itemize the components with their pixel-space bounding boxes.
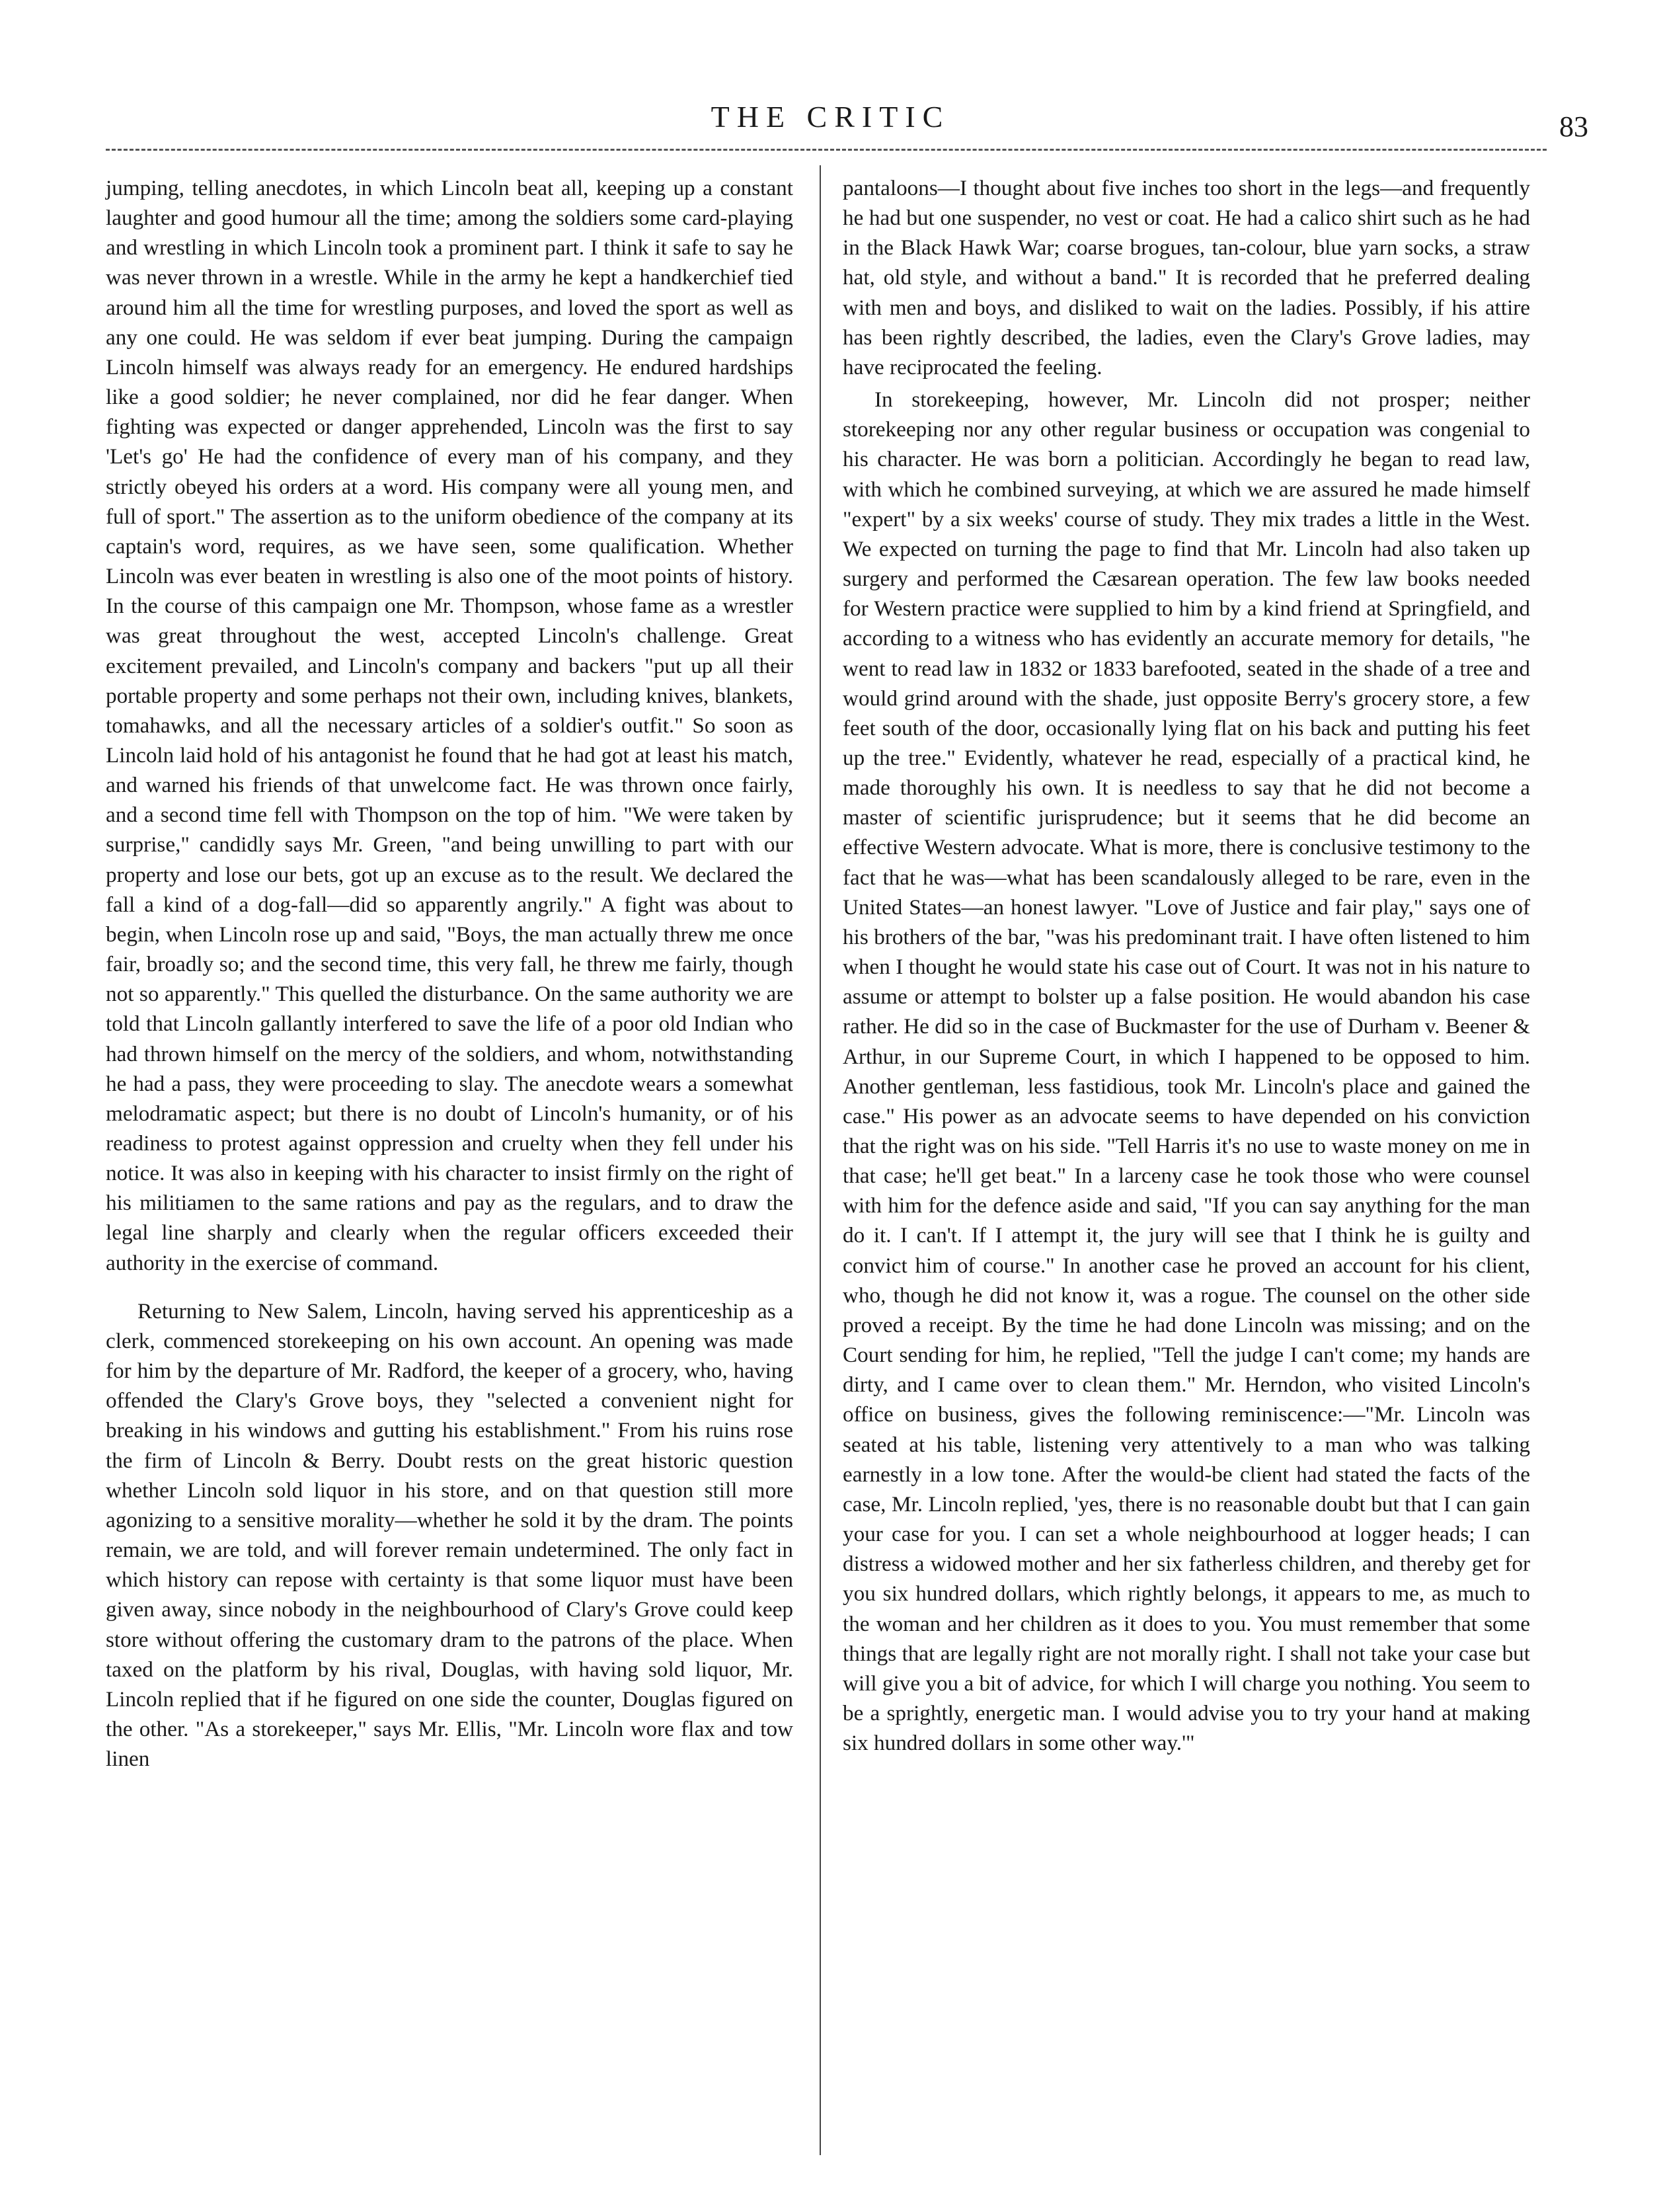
page-number: 83 [1559,110,1588,143]
column-divider [820,165,821,2155]
header-rule [106,149,1547,151]
left-column [106,173,793,1774]
paragraph: Returning to New Salem, Lincoln, having served his apprenticeship as a clerk, commenced storekeeping on his own account. An opening was made for him by the departure of Mr. Radford, the keeper of a grocery, who, having offended the Clary's Grove boys, they "selected a convenient night for breaking in his windows and gutting his establishment." From his ruins rose the firm of Lincoln & Berry. Doubt rests on the great historic question whether Lincoln sold liquor in his store, and on that question still more agonizing to a sensitive morality—whether he sold it by the dram. The points remain, we are told, and will forever remain undetermined. The only fact in which history can repose with certainty is that some liquor must have been given away, since nobody in the neighbourhood of Clary's Grove could keep store without offering the customary dram to the patrons of the place. When taxed on the platform by his rival, Douglas, with having sold liquor, Mr. Lincoln replied that if he figured on one side the counter, Douglas figured on the other. "As a storekeeper," says Mr. Ellis, "Mr. Lincoln wore flax and tow linen [106,1298,793,1772]
paragraph: pantaloons—I thought about five inches too short in the legs—and frequently he had but one suspender, no vest or coat. He had a calico shirt such as he had in the Black Hawk War; coarse brogues, tan-colour, blue yarn socks, a straw hat, old style, and without a band." It is recorded that he preferred dealing with men and boys, and disliked to wait on the ladies. Possibly, if his attire has been rightly described, the ladies, even the Clary's Grove ladies, may have reciprocated the feeling. [843,176,1530,379]
running-header [0,99,1661,145]
paragraph: jumping, telling anecdotes, in which Lincoln beat all, keeping up a constant laughter and good humour all the time; among the soldiers some card-playing and wrestling in which Lincoln took a prominent part. I think it safe to say he was never thrown in a wrestle. While in the army he kept a handkerchief tied around him all the time for wrestling purposes, and loved the sport as well as any one could. He was seldom if ever beat jumping. During the campaign Lincoln himself was always ready for an emergency. He endured hardships like a good soldier; he never complained, nor did he fear danger. When fighting was expected or danger apprehended, Lincoln was the first to say 'Let's go' He had the confidence of every man of his company, and they strictly obeyed his orders at a word. His company were all young men, and full of sport." The assertion as to the uniform obedience of the company at its captain's word, requires, as we have seen, some qualification. Whether Lincoln was ever beaten in wrestling is also one of the moot points of history. In the course of this campaign one Mr. Thompson, whose fame as a wrestler was great throughout the west, accepted Lincoln's challenge. Great excitement prevailed, and Lincoln's company and backers "put up all their portable property and some perhaps not their own, including knives, blankets, tomahawks, and all the necessary articles of a soldier's outfit." So soon as Lincoln laid hold of his antagonist he found that he had got at least his match, and warned his friends of that unwelcome fact. He was thrown once fairly, and a second time fell with Thompson on the top of him. "We were taken by surprise," candidly says Mr. Green, "and being unwilling to part with our property and lose our bets, got up an excuse as to the result. We declared the fall a kind of a dog-fall—did so apparently angrily." A fight was about to begin, when Lincoln rose up and said, "Boys, the man actually threw me once fair, broadly so; and the second time, this very fall, he threw me fairly, though not so apparently." This quelled the disturbance. On the same authority we are told that Lincoln gallantly interfered to save the life of a poor old Indian who had thrown himself on the mercy of the soldiers, and whom, notwithstanding he had a pass, they were proceeding to slay. The anecdote wears a somewhat melodramatic aspect; but there is no doubt of Lincoln's humanity, or of his readiness to protest against oppression and cruelty when they fell under his notice. It was also in keeping with his character to insist firmly on the right of his militiamen to the same rations and pay as the regulars, and to draw the legal line sharply and clearly when the regular officers exceeded their authority in the exercise of command. [106,176,793,1275]
journal-title: THE CRITIC [711,100,950,134]
right-column [843,173,1530,1758]
paragraph: In storekeeping, however, Mr. Lincoln did not prosper; neither storekeeping nor any other regular business or occupation was congenial to his character. He was born a politician. Accordingly he began to read law, with which he combined surveying, at which we are assured he made himself "expert" by a six weeks' course of study. They mix trades a little in the West. We expected on turning the page to find that Mr. Lincoln had also taken up surgery and performed the Cæsarean operation. The few law books needed for Western practice were supplied to him by a kind friend at Springfield, and according to a witness who has evidently an accurate memory for details, "he went to read law in 1832 or 1833 barefooted, seated in the shade of a tree and would grind around with the shade, just opposite Berry's grocery store, a few feet south of the door, occasionally lying flat on his back and putting his feet up the tree." Evidently, whatever he read, especially of a practical kind, he made thoroughly his own. It is needless to say that he did not become a master of scientific jurisprudence; but it seems that he did become an effective Western advocate. What is more, there is conclusive testimony to the fact that he was—what has been scandalously alleged to be rare, even in the United States—an honest lawyer. "Love of Justice and fair play," says one of his brothers of the bar, "was his predominant trait. I have often listened to him when I thought he would state his case out of Court. It was not in his nature to assume or attempt to bolster up a false position. He would abandon his case rather. He did so in the case of Buckmaster for the use of Durham v. Beener & Arthur, in our Supreme Court, in which I happened to be opposed to him. Another gentleman, less fastidious, took Mr. Lincoln's place and gained the case." His power as an advocate seems to have depended on his conviction that the right was on his side. "Tell Harris it's no use to waste money on me in that case; he'll get beat." In a larceny case he took those who were counsel with him for the defence aside and said, "If you can say anything for the man do it. I can't. If I attempt it, the jury will see that I think he is guilty and convict him of course." In another case he proved an account for his client, who, though he did not know it, was a rogue. The counsel on the other side proved a receipt. By the time he had done Lincoln was missing; and on the Court sending for him, he replied, "Tell the judge I can't come; my hands are dirty, and I came over to clean them." Mr. Herndon, who visited Lincoln's office on business, gives the following reminiscence:—"Mr. Lincoln was seated at his table, listening very attentively to a man who was talking earnestly in a low tone. After the would-be client had stated the facts of the case, Mr. Lincoln replied, 'yes, there is no reasonable doubt but that I can gain your case for you. I can set a whole neighbourhood at logger heads; I can distress a widowed mother and her six fatherless children, and thereby get for you six hundred dollars, which rightly belongs, it appears to me, as much to the woman and her children as it does to you. You must remember that some things that are legally right are not morally right. I shall not take your case but will give you a bit of advice, for which I will charge you nothing. You seem to be a sprightly, energetic man. I would advise you to try your hand at making six hundred dollars in some other way.'" [843,387,1531,1756]
